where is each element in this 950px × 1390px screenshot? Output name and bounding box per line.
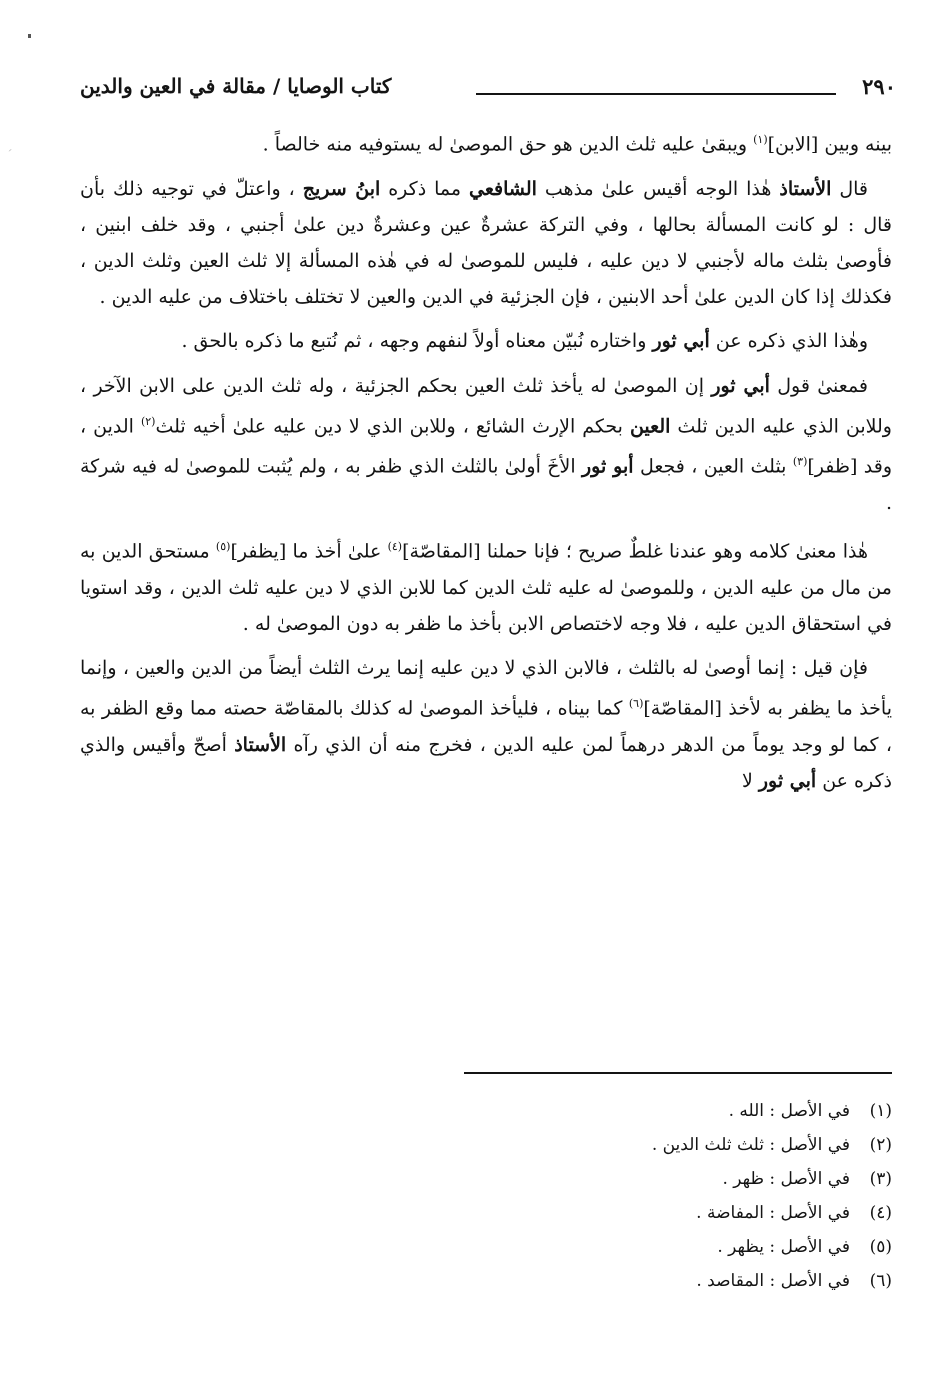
name-ustadh: الأستاذ xyxy=(234,733,287,756)
name-abu-thawr: أبو ثور xyxy=(581,455,634,478)
footnote-1: (١)في الأصل : الله . xyxy=(728,1101,892,1121)
page-header xyxy=(80,74,896,108)
footnote-ref-5[interactable]: (٥) xyxy=(215,540,231,554)
running-title: كتاب الوصايا / مقالة في العين والدين xyxy=(80,74,392,98)
name-abu-thawr: أبي ثور xyxy=(652,330,710,353)
term-ayn: العين xyxy=(629,415,671,438)
paragraph-2: قال الأستاذ هٰذا الوجه أقيس علىٰ مذهب الشافعي مما ذكره ابنُ سريج ، واعتلّ في توجيه ذلك بأن قال : لو كانت المسألة بحالها ، وفي التركة عشرةٌ عين وعشرةٌ دين علىٰ أجنبي ، وقد خلف ابنين ، فأوصىٰ بثلث ماله لأجنبي لا دين عليه ، فليس للموصىٰ له في هٰذه المسألة إلا ثلث العين وثلث الدين ، فكذلك إذا كان الدين علىٰ أحد الابنين ، فإن الجزئية في الدين والعين لا تختلف باختلاف من عليه الدين . xyxy=(80,177,892,309)
name-ibn-surayj: ابنُ سريج xyxy=(302,177,381,200)
footnote-2: (٢)في الأصل : ثلث ثلث الدين . xyxy=(651,1135,892,1155)
footnote-separator xyxy=(464,1072,892,1074)
footnote-4: (٤)في الأصل : المفاضة . xyxy=(696,1203,892,1223)
footnote-5: (٥)في الأصل : يظهر . xyxy=(717,1237,892,1257)
book-page xyxy=(80,0,896,1390)
header-rule xyxy=(476,93,836,95)
name-shafii: الشافعي xyxy=(469,177,537,200)
paragraph-5: هٰذا معنىٰ كلامه وهو عندنا غلطٌ صريح ؛ فإنا حملنا [المقاصّة]$^{(٤)}$ علىٰ أخذ ما [يظفر]$^{(٥)}$ مستحق الدين به من مال من عليه الدين ، وللموصىٰ له عليه ثلث الدين كما للابن الذي لا دين عليه ثلث الدين ، وقد استويا في استحقاق الدين عليه ، فلا وجه لاختصاص الابن بأخذ ما ظفر به دون الموصىٰ له . xyxy=(80,540,892,635)
footnote-3: (٣)في الأصل : ظهر . xyxy=(722,1169,892,1189)
footnote-ref-1[interactable]: (١) xyxy=(753,133,768,146)
footnote-6: (٦)في الأصل : المقاصد . xyxy=(696,1271,892,1291)
footnote-ref-6[interactable]: (٦) xyxy=(628,697,644,711)
body-text xyxy=(80,122,892,807)
paragraph-3: وهٰذا الذي ذكره عن أبي ثور واختاره نُبيّن معناه أولاً لنفهم وجهه ، ثم نُتبع ما ذكره بالحق . xyxy=(181,330,868,353)
paragraph-1: بينه وبين [الابن]$^{(١)}$ ويبقىٰ عليه ثلث الدين هو حق الموصىٰ له يستوفيه منه خالصاً . xyxy=(262,133,892,156)
footnotes xyxy=(292,1094,892,1298)
footnote-ref-2[interactable]: (٢) xyxy=(140,414,156,428)
footnote-ref-4[interactable]: (٤) xyxy=(387,540,403,554)
paragraph-4: فمعنىٰ قول أبي ثور إن الموصىٰ له يأخذ ثلث العين بحكم الجزئية ، وله ثلث الدين على الابن الآخر ، وللابن الذي عليه الدين ثلث العين بحكم الإرث الشائع ، وللابن الذي لا دين عليه علىٰ أخيه ثلث$^{(٢)}$ الدين ، وقد [ظفر]$^{(٣)}$ بثلث العين ، فجعل أبو ثور الأخَ أولىٰ بالثلث الذي ظفر به ، ولم يُثبت للموصىٰ له فيه شركة . xyxy=(80,374,892,514)
name-ustadh: الأستاذ xyxy=(779,177,832,200)
name-abu-thawr: أبي ثور xyxy=(758,769,817,792)
paragraph-6: فإن قيل : إنما أوصىٰ له بالثلث ، فالابن الذي لا دين عليه إنما يرث الثلث أيضاً من الدين والعين ، وإنما يأخذ ما يظفر به لأخذ [المقاصّة]$^{(٦)}$ كما بيناه ، فليأخذ الموصىٰ له كذلك بالمقاصّة حصته مما وقع الظفر به ، كما لو وجد يوماً من الدهر درهماً لمن عليه الدين ، فخرج منه أن الذي رآه الأستاذ أصحّ وأقيس والذي ذكره عن أبي ثور لا xyxy=(80,656,892,792)
scan-smudge xyxy=(8,150,18,162)
footnote-ref-3[interactable]: (٣) xyxy=(792,455,808,469)
name-abu-thawr: أبي ثور xyxy=(711,374,770,397)
scan-mark xyxy=(28,34,31,38)
page-number: ٢٩٠ xyxy=(862,74,896,99)
